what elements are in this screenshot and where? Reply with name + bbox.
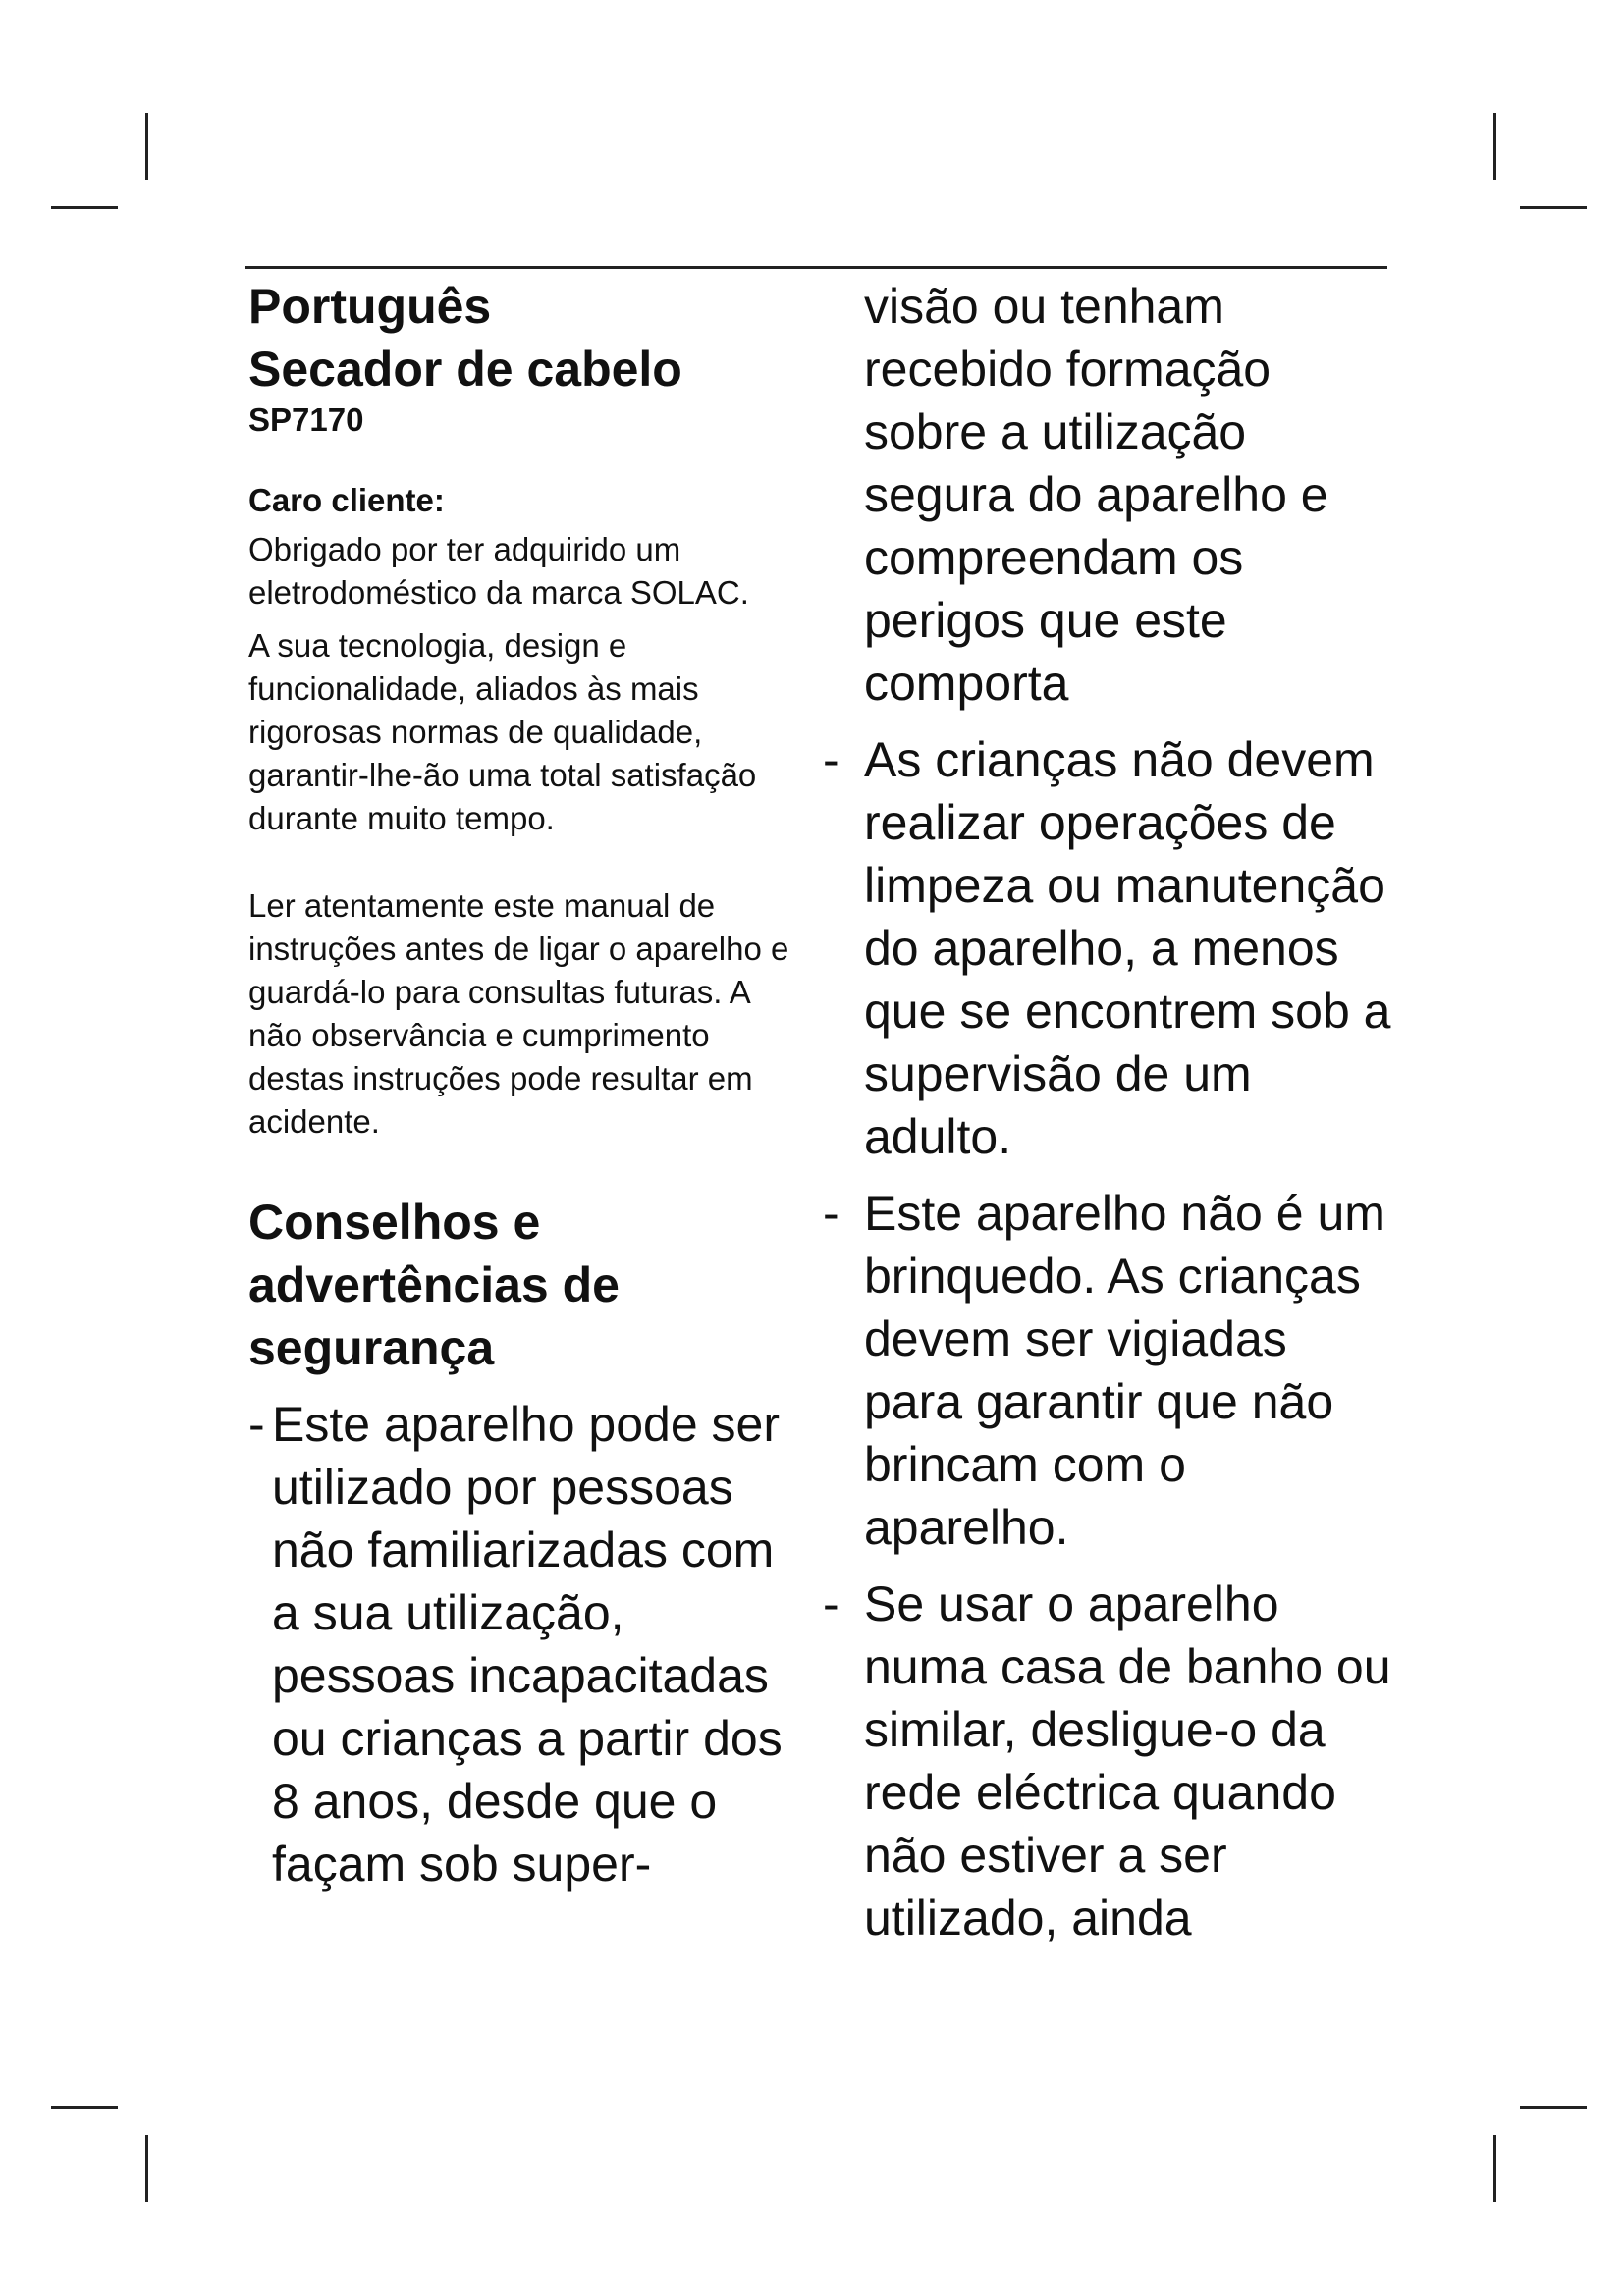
safety-heading: Conselhos e advertências de segurança: [248, 1195, 620, 1375]
intro-paragraph: Ler atentamente este manual de instruções antes de ligar o aparelho e guardá-lo para consultas futuras. A não observância e cumprimento destas instruções pode resultar em acidente.: [248, 887, 789, 1140]
language-title: Português: [248, 279, 492, 334]
bullet-dash: -: [823, 1186, 839, 1241]
safety-item-text: Este aparelho não é um brinquedo. As crianças devem ser vigiadas para garantir que não brincam com o aparelho.: [864, 1186, 1385, 1555]
crop-mark: [1520, 2106, 1587, 2109]
safety-item-continuation: visão ou tenham recebido formação sobre a utilização segura do aparelho e compreendam os perigos que este comporta: [864, 279, 1328, 711]
bullet-dash: -: [823, 1576, 839, 1631]
intro-text: [248, 528, 798, 1144]
crop-mark: [51, 206, 118, 209]
crop-mark: [145, 2135, 148, 2202]
safety-item-text: Se usar o aparelho numa casa de banho ou similar, desligue-o da rede eléctrica quando não estiver a ser utilizado, ainda: [864, 1576, 1391, 1946]
safety-item: [823, 1182, 1392, 1559]
product-title: Secador de cabelo: [248, 342, 682, 397]
header-rule: [245, 266, 1387, 269]
safety-item: [823, 1573, 1392, 1949]
safety-item-text: As crianças não devem realizar operações de limpeza ou manutenção do aparelho, a menos que se encontrem sob a supervisão de um adulto.: [864, 732, 1391, 1164]
safety-item: [248, 1393, 798, 1896]
crop-mark: [1493, 2135, 1496, 2202]
safety-item: [823, 728, 1392, 1168]
crop-mark: [1493, 113, 1496, 180]
left-column: [248, 275, 798, 1909]
bullet-dash: -: [823, 732, 839, 787]
intro-paragraph: A sua tecnologia, design e funcionalidade, aliados às mais rigorosas normas de qualidade, garantir-lhe-ão uma total satisfação durante muito tempo.: [248, 627, 757, 836]
safety-item-text: Este aparelho pode ser utilizado por pessoas não familiarizadas com a sua utilização, pessoas incapacitadas ou crianças a partir dos 8 anos, desde que o façam sob super-: [272, 1397, 783, 1892]
right-column: [823, 275, 1392, 1963]
intro-paragraph: Obrigado por ter adquirido um eletrodoméstico da marca SOLAC.: [248, 531, 749, 611]
greeting: Caro cliente:: [248, 482, 445, 518]
crop-mark: [51, 2106, 118, 2109]
crop-mark: [1520, 206, 1587, 209]
crop-mark: [145, 113, 148, 180]
bullet-dash: -: [248, 1397, 265, 1452]
model-number: SP7170: [248, 401, 364, 438]
